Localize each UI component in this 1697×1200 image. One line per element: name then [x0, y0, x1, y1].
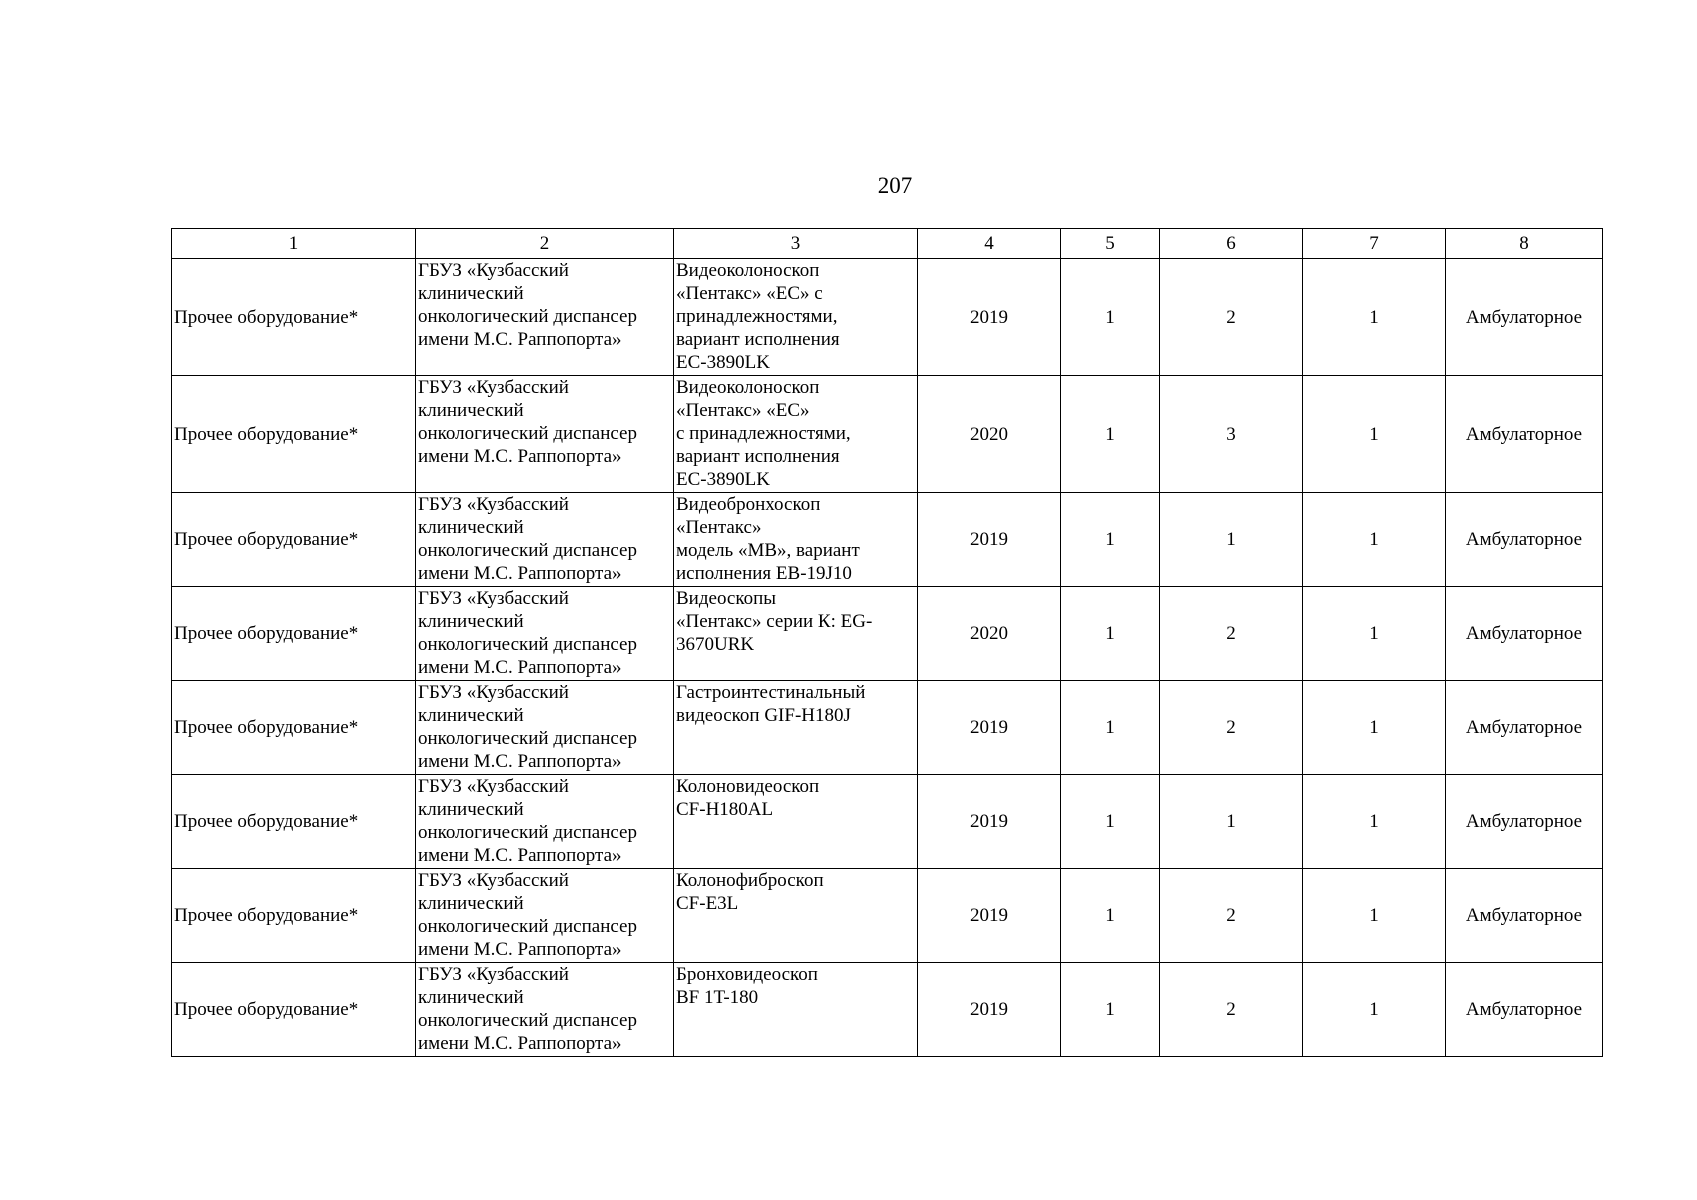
organization-cell-line: онкологический диспансер — [418, 1010, 637, 1031]
care-type-cell: Амбулаторное — [1446, 259, 1603, 376]
equipment-category-cell: Прочее оборудование* — [172, 681, 416, 775]
organization-cell-line: имени М.С. Раппопорта» — [418, 446, 622, 467]
equipment-name-cell-line: 3670URK — [676, 634, 755, 655]
equipment-name-cell — [674, 869, 918, 963]
organization-cell-line: клинический — [418, 283, 524, 304]
column-6-cell: 2 — [1160, 259, 1303, 376]
year-cell: 2020 — [918, 587, 1061, 681]
equipment-name-cell-line: «Пентакс» — [676, 517, 762, 538]
table-row — [172, 963, 1603, 1057]
table-row — [172, 493, 1603, 587]
equipment-category-cell: Прочее оборудование* — [172, 587, 416, 681]
equipment-name-cell-line: Видеоколоноскоп — [676, 377, 820, 398]
equipment-name-cell-line: BF 1T-180 — [676, 987, 759, 1008]
care-type-cell: Амбулаторное — [1446, 587, 1603, 681]
equipment-name-cell — [674, 259, 918, 376]
table-row — [172, 376, 1603, 493]
equipment-name-cell-line: вариант исполнения — [676, 329, 840, 350]
table-row — [172, 869, 1603, 963]
equipment-name-cell — [674, 775, 918, 869]
equipment-name-cell-line: видеоскоп GIF-H180J — [676, 705, 851, 726]
year-cell: 2019 — [918, 869, 1061, 963]
column-header-2: 2 — [416, 229, 674, 259]
column-5-cell: 1 — [1061, 587, 1160, 681]
care-type-cell: Амбулаторное — [1446, 963, 1603, 1057]
equipment-category-cell: Прочее оборудование* — [172, 869, 416, 963]
organization-cell-line: имени М.С. Раппопорта» — [418, 939, 622, 960]
table-body — [172, 259, 1603, 1057]
organization-cell-line: онкологический диспансер — [418, 728, 637, 749]
equipment-name-cell-line: ЕС-3890LK — [676, 469, 770, 490]
column-5-cell: 1 — [1061, 963, 1160, 1057]
column-5-cell: 1 — [1061, 775, 1160, 869]
year-cell: 2019 — [918, 681, 1061, 775]
organization-cell-line: ГБУЗ «Кузбасский — [418, 494, 569, 515]
column-7-cell: 1 — [1303, 681, 1446, 775]
equipment-category-cell: Прочее оборудование* — [172, 493, 416, 587]
equipment-name-cell-line: вариант исполнения — [676, 446, 840, 467]
table-row — [172, 681, 1603, 775]
column-7-cell: 1 — [1303, 587, 1446, 681]
column-6-cell: 2 — [1160, 587, 1303, 681]
organization-cell-line: имени М.С. Раппопорта» — [418, 563, 622, 584]
column-7-cell: 1 — [1303, 259, 1446, 376]
care-type-cell: Амбулаторное — [1446, 775, 1603, 869]
organization-cell-line: ГБУЗ «Кузбасский — [418, 964, 569, 985]
organization-cell-line: онкологический диспансер — [418, 822, 637, 843]
column-5-cell: 1 — [1061, 869, 1160, 963]
year-cell: 2020 — [918, 376, 1061, 493]
care-type-cell: Амбулаторное — [1446, 376, 1603, 493]
care-type-cell: Амбулаторное — [1446, 493, 1603, 587]
organization-cell — [416, 963, 674, 1057]
year-cell: 2019 — [918, 259, 1061, 376]
column-header-7: 7 — [1303, 229, 1446, 259]
equipment-name-cell — [674, 963, 918, 1057]
year-cell: 2019 — [918, 493, 1061, 587]
column-header-4: 4 — [918, 229, 1061, 259]
organization-cell-line: клинический — [418, 799, 524, 820]
column-header-1: 1 — [172, 229, 416, 259]
organization-cell — [416, 259, 674, 376]
organization-cell-line: клинический — [418, 705, 524, 726]
column-header-3: 3 — [674, 229, 918, 259]
organization-cell-line: онкологический диспансер — [418, 306, 637, 327]
column-header-8: 8 — [1446, 229, 1603, 259]
equipment-category-cell: Прочее оборудование* — [172, 963, 416, 1057]
column-6-cell: 1 — [1160, 775, 1303, 869]
organization-cell-line: ГБУЗ «Кузбасский — [418, 870, 569, 891]
equipment-name-cell-line: исполнения EB-19J10 — [676, 563, 852, 584]
organization-cell-line: онкологический диспансер — [418, 916, 637, 937]
care-type-cell: Амбулаторное — [1446, 681, 1603, 775]
equipment-category-cell: Прочее оборудование* — [172, 775, 416, 869]
column-6-cell: 3 — [1160, 376, 1303, 493]
organization-cell-line: онкологический диспансер — [418, 634, 637, 655]
organization-cell-line: клинический — [418, 987, 524, 1008]
year-cell: 2019 — [918, 775, 1061, 869]
equipment-name-cell-line: Видеоскопы — [676, 588, 777, 609]
column-7-cell: 1 — [1303, 963, 1446, 1057]
equipment-name-cell-line: Колонофиброскоп — [676, 870, 824, 891]
column-header-6: 6 — [1160, 229, 1303, 259]
equipment-name-cell-line: Колоновидеоскоп — [676, 776, 820, 797]
equipment-name-cell — [674, 681, 918, 775]
equipment-table — [171, 228, 1603, 1057]
organization-cell-line: имени М.С. Раппопорта» — [418, 845, 622, 866]
year-cell: 2019 — [918, 963, 1061, 1057]
equipment-name-cell-line: Бронховидеоскоп — [676, 964, 818, 985]
organization-cell-line: онкологический диспансер — [418, 540, 637, 561]
equipment-name-cell-line: с принадлежностями, — [676, 423, 851, 444]
equipment-category-cell: Прочее оборудование* — [172, 376, 416, 493]
organization-cell — [416, 681, 674, 775]
column-5-cell: 1 — [1061, 376, 1160, 493]
organization-cell-line: имени М.С. Раппопорта» — [418, 657, 622, 678]
organization-cell — [416, 869, 674, 963]
column-7-cell: 1 — [1303, 493, 1446, 587]
organization-cell-line: онкологический диспансер — [418, 423, 637, 444]
equipment-name-cell-line: ЕС-3890LK — [676, 352, 770, 373]
organization-cell-line: клинический — [418, 400, 524, 421]
column-6-cell: 2 — [1160, 869, 1303, 963]
equipment-name-cell-line: CF-H180AL — [676, 799, 774, 820]
equipment-name-cell-line: Видеобронхоскоп — [676, 494, 821, 515]
header-row — [172, 229, 1603, 259]
equipment-category-cell: Прочее оборудование* — [172, 259, 416, 376]
organization-cell — [416, 493, 674, 587]
equipment-name-cell-line: Видеоколоноскоп — [676, 260, 820, 281]
organization-cell — [416, 376, 674, 493]
column-7-cell: 1 — [1303, 869, 1446, 963]
organization-cell-line: ГБУЗ «Кузбасский — [418, 260, 569, 281]
organization-cell-line: ГБУЗ «Кузбасский — [418, 776, 569, 797]
equipment-name-cell-line: «Пентакс» «ЕС» — [676, 400, 810, 421]
column-6-cell: 2 — [1160, 681, 1303, 775]
column-5-cell: 1 — [1061, 493, 1160, 587]
equipment-name-cell-line: Гастроинтестинальный — [676, 682, 866, 703]
column-6-cell: 1 — [1160, 493, 1303, 587]
care-type-cell: Амбулаторное — [1446, 869, 1603, 963]
organization-cell-line: ГБУЗ «Кузбасский — [418, 588, 569, 609]
column-5-cell: 1 — [1061, 259, 1160, 376]
column-7-cell: 1 — [1303, 775, 1446, 869]
organization-cell-line: ГБУЗ «Кузбасский — [418, 682, 569, 703]
equipment-name-cell-line: «Пентакс» «ЕС» с — [676, 283, 823, 304]
organization-cell-line: ГБУЗ «Кузбасский — [418, 377, 569, 398]
table-row — [172, 775, 1603, 869]
organization-cell-line: имени М.С. Раппопорта» — [418, 751, 622, 772]
organization-cell-line: клинический — [418, 893, 524, 914]
page-number: 207 — [877, 173, 913, 198]
equipment-name-cell — [674, 587, 918, 681]
table-row — [172, 587, 1603, 681]
equipment-name-cell-line: модель «МВ», вариант — [676, 540, 860, 561]
column-6-cell: 2 — [1160, 963, 1303, 1057]
column-7-cell: 1 — [1303, 376, 1446, 493]
organization-cell — [416, 587, 674, 681]
column-header-5: 5 — [1061, 229, 1160, 259]
equipment-name-cell-line: CF-E3L — [676, 893, 739, 914]
equipment-name-cell-line: принадлежностями, — [676, 306, 838, 327]
table-row — [172, 259, 1603, 376]
equipment-name-cell-line: «Пентакс» серии К: EG- — [676, 611, 873, 632]
organization-cell-line: имени М.С. Раппопорта» — [418, 329, 622, 350]
organization-cell — [416, 775, 674, 869]
organization-cell-line: клинический — [418, 611, 524, 632]
equipment-name-cell — [674, 376, 918, 493]
column-5-cell: 1 — [1061, 681, 1160, 775]
organization-cell-line: клинический — [418, 517, 524, 538]
equipment-name-cell — [674, 493, 918, 587]
organization-cell-line: имени М.С. Раппопорта» — [418, 1033, 622, 1054]
